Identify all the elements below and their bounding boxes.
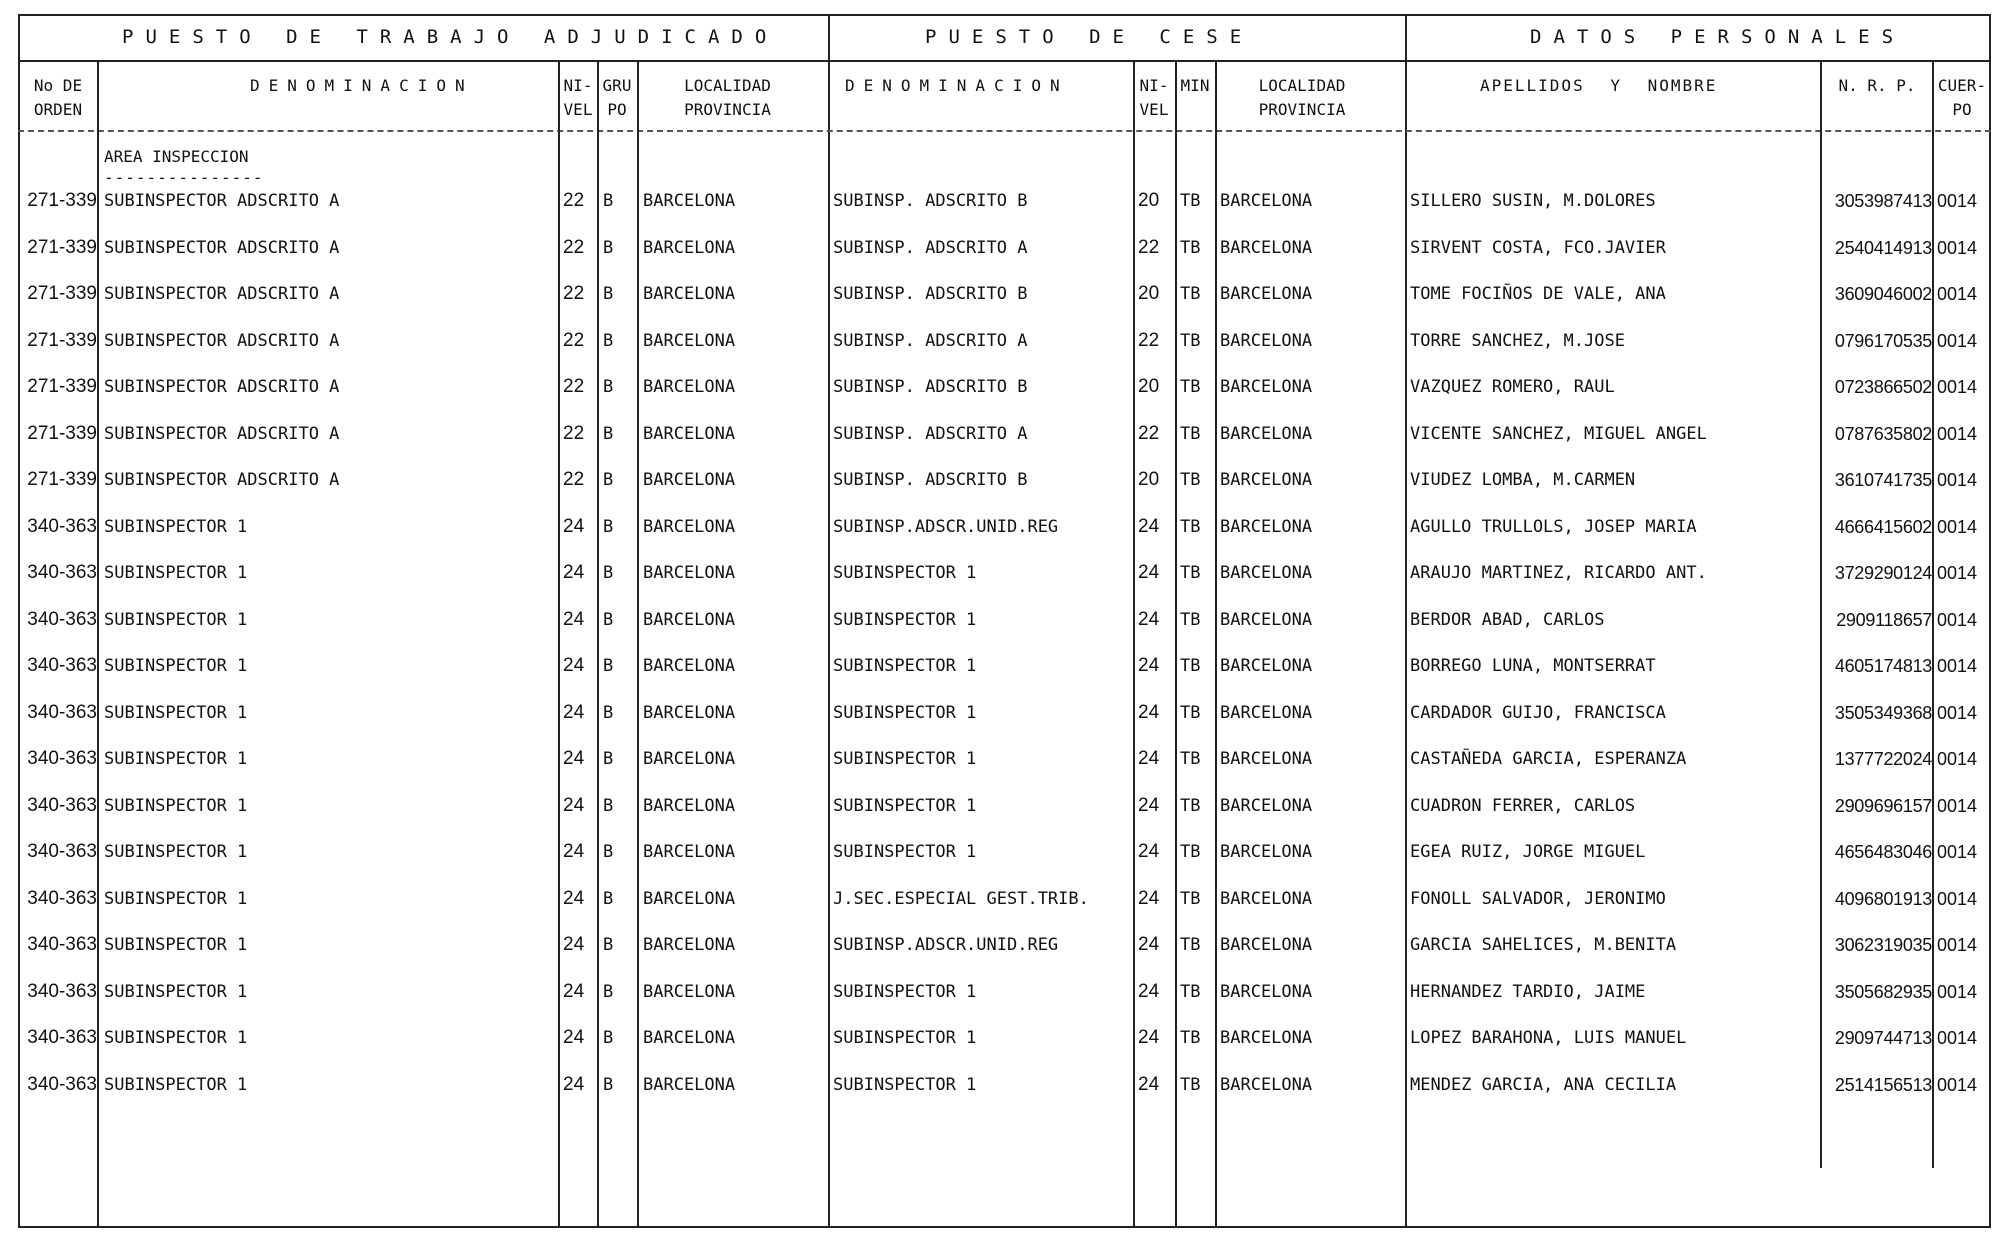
table-row	[0, 326, 2000, 356]
header-cese-localidad-line2: PROVINCIA	[1258, 100, 1346, 119]
cese-denominacion-cell: SUBINSP. ADSCRITO B	[833, 470, 1028, 490]
grupo-cell: B	[603, 656, 614, 676]
nivel-cell: 24	[563, 516, 585, 537]
table-row	[0, 651, 2000, 681]
cuerpo-cell: 0014	[1937, 191, 1978, 211]
table-row	[0, 884, 2000, 914]
cese-denominacion-cell: SUBINSP. ADSCRITO A	[833, 331, 1028, 351]
cuerpo-cell: 0014	[1937, 517, 1978, 537]
column-header-rule	[18, 130, 1991, 132]
table-row	[0, 279, 2000, 309]
grupo-cell: B	[603, 703, 614, 723]
nivel-cell: 24	[563, 841, 585, 862]
nrp-cell: 3505682935	[1834, 982, 1932, 1002]
nrp-cell: 4096801913	[1834, 889, 1932, 909]
grupo-cell: B	[603, 982, 614, 1002]
apellidos-nombre-cell: CUADRON FERRER, CARLOS	[1410, 796, 1636, 816]
cese-min-cell: TB	[1180, 889, 1201, 909]
localidad-cell: BARCELONA	[643, 424, 736, 444]
cuerpo-cell: 0014	[1937, 796, 1978, 816]
denominacion-cell: SUBINSPECTOR ADSCRITO A	[104, 284, 340, 304]
header-cese-min: MIN	[1180, 76, 1210, 95]
grupo-cell: B	[603, 1075, 614, 1095]
grupo-cell: B	[603, 470, 614, 490]
header-nrp: N. R. P.	[1838, 76, 1916, 95]
cese-nivel-cell: 24	[1138, 888, 1160, 909]
header-orden-line2: ORDEN	[33, 100, 83, 119]
header-orden	[22, 74, 94, 122]
cese-min-cell: TB	[1180, 796, 1201, 816]
cese-localidad-cell: BARCELONA	[1220, 1028, 1313, 1048]
section-title-adjudicado: PUESTO DE TRABAJO ADJUDICADO	[122, 26, 779, 48]
cese-denominacion-cell: SUBINSPECTOR 1	[833, 656, 977, 676]
apellidos-nombre-cell: SILLERO SUSIN, M.DOLORES	[1410, 191, 1656, 211]
denominacion-cell: SUBINSPECTOR 1	[104, 610, 248, 630]
localidad-cell: BARCELONA	[643, 842, 736, 862]
cese-localidad-cell: BARCELONA	[1220, 284, 1313, 304]
table-row	[0, 977, 2000, 1007]
apellidos-nombre-cell: HERNANDEZ TARDIO, JAIME	[1410, 982, 1646, 1002]
cese-localidad-cell: BARCELONA	[1220, 935, 1313, 955]
table-row	[0, 605, 2000, 635]
denominacion-cell: SUBINSPECTOR 1	[104, 703, 248, 723]
cese-localidad-cell: BARCELONA	[1220, 796, 1313, 816]
orden-cell: 340-363	[27, 888, 97, 909]
localidad-cell: BARCELONA	[643, 238, 736, 258]
cese-nivel-cell: 24	[1138, 702, 1160, 723]
denominacion-cell: SUBINSPECTOR 1	[104, 1028, 248, 1048]
localidad-cell: BARCELONA	[643, 563, 736, 583]
cuerpo-cell: 0014	[1937, 331, 1978, 351]
cese-min-cell: TB	[1180, 377, 1201, 397]
orden-cell: 340-363	[27, 562, 97, 583]
cese-nivel-cell: 22	[1138, 330, 1160, 351]
cese-min-cell: TB	[1180, 470, 1201, 490]
nrp-cell: 2514156513	[1834, 1075, 1932, 1095]
nrp-cell: 2909696157	[1834, 796, 1932, 816]
cese-min-cell: TB	[1180, 703, 1201, 723]
cese-nivel-cell: 24	[1138, 562, 1160, 583]
nrp-cell: 3062319035	[1834, 935, 1932, 955]
header-denominacion: DENOMINACION	[250, 76, 474, 95]
header-cuerpo-line2: PO	[1952, 100, 1972, 119]
nrp-cell: 1377722024	[1834, 749, 1932, 769]
header-localidad-line1: LOCALIDAD	[684, 76, 771, 95]
denominacion-cell: SUBINSPECTOR 1	[104, 842, 248, 862]
cese-nivel-cell: 22	[1138, 423, 1160, 444]
nivel-cell: 24	[563, 795, 585, 816]
localidad-cell: BARCELONA	[643, 1075, 736, 1095]
section-title-cese: PUESTO DE CESE	[925, 26, 1254, 48]
cese-localidad-cell: BARCELONA	[1220, 377, 1313, 397]
orden-cell: 340-363	[27, 1027, 97, 1048]
cese-min-cell: TB	[1180, 331, 1201, 351]
denominacion-cell: SUBINSPECTOR 1	[104, 563, 248, 583]
area-label-underline: ---------------	[104, 168, 264, 187]
grupo-cell: B	[603, 238, 614, 258]
orden-cell: 340-363	[27, 748, 97, 769]
cese-localidad-cell: BARCELONA	[1220, 982, 1313, 1002]
grupo-cell: B	[603, 424, 614, 444]
table-row	[0, 186, 2000, 216]
header-grupo	[599, 74, 635, 122]
denominacion-cell: SUBINSPECTOR 1	[104, 982, 248, 1002]
localidad-cell: BARCELONA	[643, 935, 736, 955]
apellidos-nombre-cell: VIUDEZ LOMBA, M.CARMEN	[1410, 470, 1636, 490]
cese-min-cell: TB	[1180, 517, 1201, 537]
nivel-cell: 22	[563, 423, 585, 444]
cese-min-cell: TB	[1180, 749, 1201, 769]
cuerpo-cell: 0014	[1937, 889, 1978, 909]
cese-nivel-cell: 24	[1138, 609, 1160, 630]
apellidos-nombre-cell: VAZQUEZ ROMERO, RAUL	[1410, 377, 1615, 397]
cese-denominacion-cell: SUBINSPECTOR 1	[833, 842, 977, 862]
cese-min-cell: TB	[1180, 1075, 1201, 1095]
table-row	[0, 233, 2000, 263]
cuerpo-cell: 0014	[1937, 982, 1978, 1002]
cese-localidad-cell: BARCELONA	[1220, 749, 1313, 769]
nivel-cell: 22	[563, 469, 585, 490]
cese-min-cell: TB	[1180, 238, 1201, 258]
cese-min-cell: TB	[1180, 191, 1201, 211]
localidad-cell: BARCELONA	[643, 703, 736, 723]
grupo-cell: B	[603, 610, 614, 630]
cese-min-cell: TB	[1180, 842, 1201, 862]
orden-cell: 271-339	[27, 190, 97, 211]
cese-localidad-cell: BARCELONA	[1220, 191, 1313, 211]
header-cuerpo	[1934, 74, 1990, 122]
cese-min-cell: TB	[1180, 982, 1201, 1002]
header-nivel	[560, 74, 596, 122]
nivel-cell: 22	[563, 376, 585, 397]
cese-nivel-cell: 24	[1138, 748, 1160, 769]
localidad-cell: BARCELONA	[643, 749, 736, 769]
apellidos-nombre-cell: BORREGO LUNA, MONTSERRAT	[1410, 656, 1656, 676]
nrp-cell: 2540414913	[1834, 238, 1932, 258]
localidad-cell: BARCELONA	[643, 656, 736, 676]
apellidos-nombre-cell: VICENTE SANCHEZ, MIGUEL ANGEL	[1410, 424, 1707, 444]
grupo-cell: B	[603, 284, 614, 304]
localidad-cell: BARCELONA	[643, 610, 736, 630]
grupo-cell: B	[603, 842, 614, 862]
denominacion-cell: SUBINSPECTOR ADSCRITO A	[104, 331, 340, 351]
cese-nivel-cell: 24	[1138, 934, 1160, 955]
nrp-cell: 4605174813	[1834, 656, 1932, 676]
table-row	[0, 1023, 2000, 1053]
cese-localidad-cell: BARCELONA	[1220, 470, 1313, 490]
cuerpo-cell: 0014	[1937, 284, 1978, 304]
nrp-cell: 2909744713	[1834, 1028, 1932, 1048]
header-localidad	[660, 74, 795, 122]
localidad-cell: BARCELONA	[643, 377, 736, 397]
cuerpo-cell: 0014	[1937, 1075, 1978, 1095]
cese-denominacion-cell: J.SEC.ESPECIAL GEST.TRIB.	[833, 889, 1089, 909]
cese-min-cell: TB	[1180, 424, 1201, 444]
cese-nivel-cell: 22	[1138, 237, 1160, 258]
nivel-cell: 22	[563, 283, 585, 304]
cese-localidad-cell: BARCELONA	[1220, 703, 1313, 723]
cese-denominacion-cell: SUBINSPECTOR 1	[833, 982, 977, 1002]
cese-denominacion-cell: SUBINSP.ADSCR.UNID.REG	[833, 935, 1059, 955]
denominacion-cell: SUBINSPECTOR 1	[104, 1075, 248, 1095]
header-cuerpo-line1: CUER-	[1937, 76, 1987, 95]
nivel-cell: 24	[563, 934, 585, 955]
localidad-cell: BARCELONA	[643, 796, 736, 816]
header-nivel-line1: NI-	[563, 76, 593, 95]
cuerpo-cell: 0014	[1937, 1028, 1978, 1048]
cese-nivel-cell: 24	[1138, 795, 1160, 816]
nivel-cell: 24	[563, 981, 585, 1002]
cese-denominacion-cell: SUBINSP. ADSCRITO A	[833, 238, 1028, 258]
nrp-cell: 2909118657	[1836, 610, 1932, 630]
cuerpo-cell: 0014	[1937, 563, 1978, 583]
table-row	[0, 419, 2000, 449]
grupo-cell: B	[603, 331, 614, 351]
apellidos-nombre-cell: GARCIA SAHELICES, M.BENITA	[1410, 935, 1677, 955]
cuerpo-cell: 0014	[1937, 377, 1978, 397]
orden-cell: 271-339	[27, 237, 97, 258]
nivel-cell: 22	[563, 190, 585, 211]
localidad-cell: BARCELONA	[643, 889, 736, 909]
orden-cell: 271-339	[27, 469, 97, 490]
cese-denominacion-cell: SUBINSPECTOR 1	[833, 610, 977, 630]
nivel-cell: 24	[563, 702, 585, 723]
denominacion-cell: SUBINSPECTOR 1	[104, 656, 248, 676]
orden-cell: 271-339	[27, 423, 97, 444]
header-cese-nivel-line1: NI-	[1139, 76, 1169, 95]
apellidos-nombre-cell: AGULLO TRULLOLS, JOSEP MARIA	[1410, 517, 1697, 537]
orden-cell: 340-363	[27, 981, 97, 1002]
cese-nivel-cell: 20	[1138, 469, 1160, 490]
orden-cell: 340-363	[27, 655, 97, 676]
cuerpo-cell: 0014	[1937, 470, 1978, 490]
denominacion-cell: SUBINSPECTOR ADSCRITO A	[104, 470, 340, 490]
cese-denominacion-cell: SUBINSP. ADSCRITO B	[833, 284, 1028, 304]
header-cese-denominacion: DENOMINACION	[845, 76, 1069, 95]
grupo-cell: B	[603, 191, 614, 211]
apellidos-nombre-cell: MENDEZ GARCIA, ANA CECILIA	[1410, 1075, 1677, 1095]
table-row	[0, 698, 2000, 728]
table-row	[0, 744, 2000, 774]
cese-min-cell: TB	[1180, 610, 1201, 630]
cuerpo-cell: 0014	[1937, 842, 1978, 862]
orden-cell: 340-363	[27, 795, 97, 816]
cese-denominacion-cell: SUBINSPECTOR 1	[833, 1028, 977, 1048]
denominacion-cell: SUBINSPECTOR 1	[104, 935, 248, 955]
nivel-cell: 22	[563, 237, 585, 258]
grupo-cell: B	[603, 1028, 614, 1048]
localidad-cell: BARCELONA	[643, 284, 736, 304]
denominacion-cell: SUBINSPECTOR 1	[104, 889, 248, 909]
grupo-cell: B	[603, 749, 614, 769]
cese-localidad-cell: BARCELONA	[1220, 889, 1313, 909]
cese-nivel-cell: 24	[1138, 1074, 1160, 1095]
section-title-personales: DATOS PERSONALES	[1530, 26, 1906, 48]
cuerpo-cell: 0014	[1937, 656, 1978, 676]
cuerpo-cell: 0014	[1937, 749, 1978, 769]
cese-denominacion-cell: SUBINSPECTOR 1	[833, 749, 977, 769]
cese-denominacion-cell: SUBINSPECTOR 1	[833, 796, 977, 816]
table-row	[0, 930, 2000, 960]
apellidos-nombre-cell: FONOLL SALVADOR, JERONIMO	[1410, 889, 1666, 909]
cuerpo-cell: 0014	[1937, 424, 1978, 444]
header-orden-line1: No DE	[33, 76, 83, 95]
cese-denominacion-cell: SUBINSP. ADSCRITO A	[833, 424, 1028, 444]
localidad-cell: BARCELONA	[643, 191, 736, 211]
cese-localidad-cell: BARCELONA	[1220, 238, 1313, 258]
table-row	[0, 372, 2000, 402]
cese-denominacion-cell: SUBINSP. ADSCRITO B	[833, 191, 1028, 211]
table-row	[0, 465, 2000, 495]
nivel-cell: 24	[563, 562, 585, 583]
localidad-cell: BARCELONA	[643, 331, 736, 351]
cese-nivel-cell: 24	[1138, 841, 1160, 862]
denominacion-cell: SUBINSPECTOR 1	[104, 749, 248, 769]
cese-nivel-cell: 20	[1138, 376, 1160, 397]
orden-cell: 271-339	[27, 330, 97, 351]
cese-denominacion-cell: SUBINSPECTOR 1	[833, 1075, 977, 1095]
grupo-cell: B	[603, 796, 614, 816]
header-grupo-line2: PO	[607, 100, 627, 119]
apellidos-nombre-cell: TOME FOCIÑOS DE VALE, ANA	[1410, 284, 1666, 304]
cese-denominacion-cell: SUBINSPECTOR 1	[833, 703, 977, 723]
cese-localidad-cell: BARCELONA	[1220, 517, 1313, 537]
cuerpo-cell: 0014	[1937, 703, 1978, 723]
grupo-cell: B	[603, 889, 614, 909]
nivel-cell: 24	[563, 609, 585, 630]
nivel-cell: 24	[563, 1027, 585, 1048]
header-localidad-line2: PROVINCIA	[684, 100, 771, 119]
apellidos-nombre-cell: LOPEZ BARAHONA, LUIS MANUEL	[1410, 1028, 1687, 1048]
apellidos-nombre-cell: CASTAÑEDA GARCIA, ESPERANZA	[1410, 749, 1687, 769]
nivel-cell: 24	[563, 748, 585, 769]
nrp-cell: 4656483046	[1834, 842, 1932, 862]
orden-cell: 340-363	[27, 609, 97, 630]
localidad-cell: BARCELONA	[643, 517, 736, 537]
cese-min-cell: TB	[1180, 563, 1201, 583]
cese-min-cell: TB	[1180, 935, 1201, 955]
header-cese-localidad-line1: LOCALIDAD	[1258, 76, 1346, 95]
cese-nivel-cell: 24	[1138, 981, 1160, 1002]
cese-localidad-cell: BARCELONA	[1220, 610, 1313, 630]
nrp-cell: 0723866502	[1834, 377, 1932, 397]
orden-cell: 340-363	[27, 841, 97, 862]
table-row	[0, 837, 2000, 867]
orden-cell: 340-363	[27, 934, 97, 955]
cese-localidad-cell: BARCELONA	[1220, 563, 1313, 583]
table-row	[0, 512, 2000, 542]
denominacion-cell: SUBINSPECTOR ADSCRITO A	[104, 238, 340, 258]
grupo-cell: B	[603, 563, 614, 583]
cuerpo-cell: 0014	[1937, 610, 1978, 630]
orden-cell: 340-363	[27, 516, 97, 537]
denominacion-cell: SUBINSPECTOR ADSCRITO A	[104, 191, 340, 211]
cese-min-cell: TB	[1180, 656, 1201, 676]
orden-cell: 271-339	[27, 376, 97, 397]
cese-nivel-cell: 24	[1138, 516, 1160, 537]
nrp-cell: 3053987413	[1834, 191, 1932, 211]
grupo-cell: B	[603, 935, 614, 955]
nrp-cell: 4666415602	[1834, 517, 1932, 537]
nrp-cell: 3610741735	[1834, 470, 1932, 490]
apellidos-nombre-cell: CARDADOR GUIJO, FRANCISCA	[1410, 703, 1666, 723]
grupo-cell: B	[603, 517, 614, 537]
cese-nivel-cell: 20	[1138, 190, 1160, 211]
header-nivel-line2: VEL	[563, 100, 593, 119]
cese-nivel-cell: 24	[1138, 655, 1160, 676]
header-cese-nivel	[1135, 74, 1173, 122]
denominacion-cell: SUBINSPECTOR ADSCRITO A	[104, 377, 340, 397]
cese-localidad-cell: BARCELONA	[1220, 656, 1313, 676]
apellidos-nombre-cell: TORRE SANCHEZ, M.JOSE	[1410, 331, 1625, 351]
nrp-cell: 3609046002	[1834, 284, 1932, 304]
cese-denominacion-cell: SUBINSPECTOR 1	[833, 563, 977, 583]
cese-localidad-cell: BARCELONA	[1220, 331, 1313, 351]
cese-nivel-cell: 20	[1138, 283, 1160, 304]
orden-cell: 271-339	[27, 283, 97, 304]
cese-min-cell: TB	[1180, 1028, 1201, 1048]
nrp-cell: 0796170535	[1834, 331, 1932, 351]
cese-localidad-cell: BARCELONA	[1220, 424, 1313, 444]
nrp-cell: 3505349368	[1834, 703, 1932, 723]
apellidos-nombre-cell: EGEA RUIZ, JORGE MIGUEL	[1410, 842, 1646, 862]
apellidos-nombre-cell: BERDOR ABAD, CARLOS	[1410, 610, 1605, 630]
denominacion-cell: SUBINSPECTOR 1	[104, 796, 248, 816]
nivel-cell: 24	[563, 655, 585, 676]
area-label: AREA INSPECCION	[104, 147, 249, 166]
table-row	[0, 1070, 2000, 1100]
orden-cell: 340-363	[27, 702, 97, 723]
cese-nivel-cell: 24	[1138, 1027, 1160, 1048]
header-cese-nivel-line2: VEL	[1139, 100, 1169, 119]
section-header-rule	[18, 60, 1991, 62]
header-grupo-line1: GRU	[602, 76, 632, 95]
header-cese-localidad	[1237, 74, 1367, 122]
table-row	[0, 791, 2000, 821]
localidad-cell: BARCELONA	[643, 1028, 736, 1048]
localidad-cell: BARCELONA	[643, 470, 736, 490]
denominacion-cell: SUBINSPECTOR 1	[104, 517, 248, 537]
grupo-cell: B	[603, 377, 614, 397]
cese-min-cell: TB	[1180, 284, 1201, 304]
cuerpo-cell: 0014	[1937, 238, 1978, 258]
apellidos-nombre-cell: ARAUJO MARTINEZ, RICARDO ANT.	[1410, 563, 1707, 583]
localidad-cell: BARCELONA	[643, 982, 736, 1002]
orden-cell: 340-363	[27, 1074, 97, 1095]
table-row	[0, 558, 2000, 588]
nrp-cell: 0787635802	[1834, 424, 1932, 444]
denominacion-cell: SUBINSPECTOR ADSCRITO A	[104, 424, 340, 444]
cuerpo-cell: 0014	[1937, 935, 1978, 955]
cese-denominacion-cell: SUBINSP.ADSCR.UNID.REG	[833, 517, 1059, 537]
nivel-cell: 24	[563, 1074, 585, 1095]
apellidos-nombre-cell: SIRVENT COSTA, FCO.JAVIER	[1410, 238, 1666, 258]
cese-localidad-cell: BARCELONA	[1220, 1075, 1313, 1095]
cese-denominacion-cell: SUBINSP. ADSCRITO B	[833, 377, 1028, 397]
cese-localidad-cell: BARCELONA	[1220, 842, 1313, 862]
nivel-cell: 22	[563, 330, 585, 351]
nivel-cell: 24	[563, 888, 585, 909]
nrp-cell: 3729290124	[1834, 563, 1932, 583]
header-apellidos-nombre: APELLIDOS Y NOMBRE	[1480, 76, 1718, 95]
